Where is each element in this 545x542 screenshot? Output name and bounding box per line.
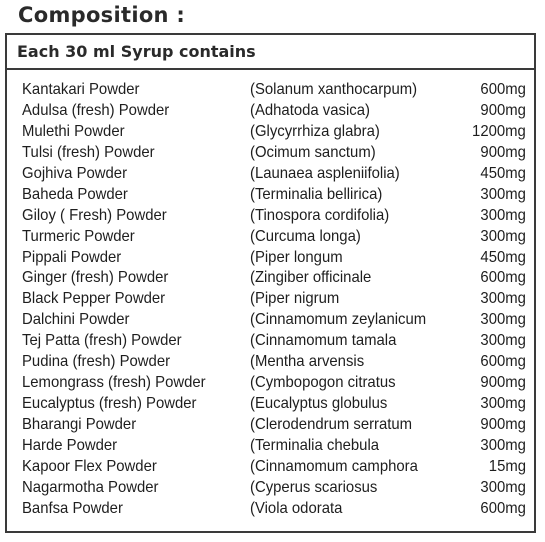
ingredient-botanical-name: (Clerodendrum serratum bbox=[250, 416, 413, 433]
ingredient-dose: 15mg bbox=[488, 457, 526, 475]
ingredient-name: Harde Powder bbox=[22, 436, 118, 454]
ingredient-botanical-name: (Piper nigrum bbox=[250, 290, 340, 308]
ingredient-row bbox=[7, 248, 534, 269]
ingredient-dose: 300mg bbox=[480, 395, 526, 413]
ingredient-dose: 1200mg bbox=[472, 122, 526, 140]
ingredient-dose: 900mg bbox=[480, 101, 526, 119]
ingredient-dose: 450mg bbox=[480, 248, 526, 266]
ingredient-botanical-name: (Launaea aspleniifolia) bbox=[250, 164, 400, 182]
ingredient-row bbox=[7, 206, 534, 227]
ingredient-name: Pudina (fresh) Powder bbox=[22, 353, 171, 371]
ingredient-row bbox=[7, 457, 534, 478]
ingredient-row bbox=[7, 227, 534, 248]
ingredient-botanical-name: (Piper longum bbox=[250, 248, 343, 266]
ingredient-name: Kapoor Flex Powder bbox=[22, 457, 157, 475]
ingredient-name: Lemongrass (fresh) Powder bbox=[22, 374, 206, 392]
ingredient-name: Gojhiva Powder bbox=[22, 164, 128, 182]
ingredient-name: Bharangi Powder bbox=[22, 416, 137, 433]
ingredient-botanical-name: (Adhatoda vasica) bbox=[250, 101, 370, 119]
ingredient-dose: 900mg bbox=[480, 143, 526, 161]
ingredient-dose: 300mg bbox=[480, 332, 526, 350]
ingredient-botanical-name: (Cinnamomum tamala bbox=[250, 332, 397, 350]
ingredient-row bbox=[7, 164, 534, 185]
ingredient-botanical-name: (Cyperus scariosus bbox=[250, 478, 378, 496]
composition-heading: Composition : bbox=[18, 3, 186, 27]
box-title: Each 30 ml Syrup contains bbox=[7, 35, 534, 70]
ingredient-name: Tej Patta (fresh) Powder bbox=[22, 332, 182, 350]
ingredient-dose: 300mg bbox=[480, 206, 526, 224]
ingredient-dose: 300mg bbox=[480, 311, 526, 329]
ingredient-row bbox=[7, 373, 534, 394]
ingredient-row bbox=[7, 415, 534, 436]
ingredient-botanical-name: (Cymbopogon citratus bbox=[250, 374, 396, 392]
ingredient-dose: 600mg bbox=[480, 81, 526, 98]
ingredient-list bbox=[7, 80, 534, 520]
ingredient-botanical-name: (Cinnamomum zeylanicum bbox=[250, 311, 427, 329]
ingredient-row bbox=[7, 122, 534, 143]
ingredient-botanical-name: (Eucalyptus globulus bbox=[250, 395, 388, 413]
ingredient-dose: 300mg bbox=[480, 227, 526, 245]
ingredient-dose: 900mg bbox=[480, 416, 526, 433]
ingredient-botanical-name: (Cinnamomum camphora bbox=[250, 457, 418, 475]
ingredient-botanical-name: (Glycyrrhiza glabra) bbox=[250, 122, 380, 140]
ingredient-name: Nagarmotha Powder bbox=[22, 478, 159, 496]
ingredient-dose: 900mg bbox=[480, 374, 526, 392]
ingredient-row bbox=[7, 185, 534, 206]
ingredient-dose: 450mg bbox=[480, 164, 526, 182]
ingredient-name: Ginger (fresh) Powder bbox=[22, 269, 169, 287]
ingredient-row bbox=[7, 289, 534, 310]
ingredient-name: Tulsi (fresh) Powder bbox=[22, 143, 155, 161]
ingredient-dose: 600mg bbox=[480, 499, 526, 517]
ingredient-dose: 300mg bbox=[480, 436, 526, 454]
ingredient-row bbox=[7, 352, 534, 373]
ingredient-botanical-name: (Terminalia chebula bbox=[250, 436, 380, 454]
ingredient-name: Adulsa (fresh) Powder bbox=[22, 101, 170, 119]
ingredient-dose: 600mg bbox=[480, 353, 526, 371]
ingredient-name: Banfsa Powder bbox=[22, 499, 123, 517]
ingredient-row bbox=[7, 436, 534, 457]
ingredient-dose: 300mg bbox=[480, 185, 526, 203]
ingredient-dose: 300mg bbox=[480, 478, 526, 496]
ingredient-botanical-name: (Mentha arvensis bbox=[250, 353, 365, 371]
ingredient-row bbox=[7, 101, 534, 122]
ingredient-dose: 600mg bbox=[480, 269, 526, 287]
ingredient-row bbox=[7, 310, 534, 331]
ingredient-row bbox=[7, 80, 534, 101]
ingredient-name: Pippali Powder bbox=[22, 248, 122, 266]
ingredient-botanical-name: (Solanum xanthocarpum) bbox=[250, 81, 418, 98]
ingredient-name: Dalchini Powder bbox=[22, 311, 130, 329]
ingredient-row bbox=[7, 331, 534, 352]
ingredient-botanical-name: (Zingiber officinale bbox=[250, 269, 372, 287]
ingredient-row bbox=[7, 143, 534, 164]
ingredient-row bbox=[7, 268, 534, 289]
ingredient-botanical-name: (Ocimum sanctum) bbox=[250, 143, 376, 161]
composition-box bbox=[5, 33, 536, 533]
ingredient-botanical-name: (Tinospora cordifolia) bbox=[250, 206, 390, 224]
ingredient-name: Kantakari Powder bbox=[22, 81, 140, 98]
ingredient-botanical-name: (Curcuma longa) bbox=[250, 227, 361, 245]
ingredient-row bbox=[7, 499, 534, 520]
ingredient-botanical-name: (Terminalia bellirica) bbox=[250, 185, 383, 203]
ingredient-name: Mulethi Powder bbox=[22, 122, 125, 140]
ingredient-name: Eucalyptus (fresh) Powder bbox=[22, 395, 197, 413]
ingredient-row bbox=[7, 478, 534, 499]
ingredient-name: Baheda Powder bbox=[22, 185, 128, 203]
ingredient-row bbox=[7, 394, 534, 415]
ingredient-botanical-name: (Viola odorata bbox=[250, 499, 343, 517]
ingredient-dose: 300mg bbox=[480, 290, 526, 308]
ingredient-name: Black Pepper Powder bbox=[22, 290, 166, 308]
ingredient-name: Giloy ( Fresh) Powder bbox=[22, 206, 167, 224]
ingredient-name: Turmeric Powder bbox=[22, 227, 135, 245]
